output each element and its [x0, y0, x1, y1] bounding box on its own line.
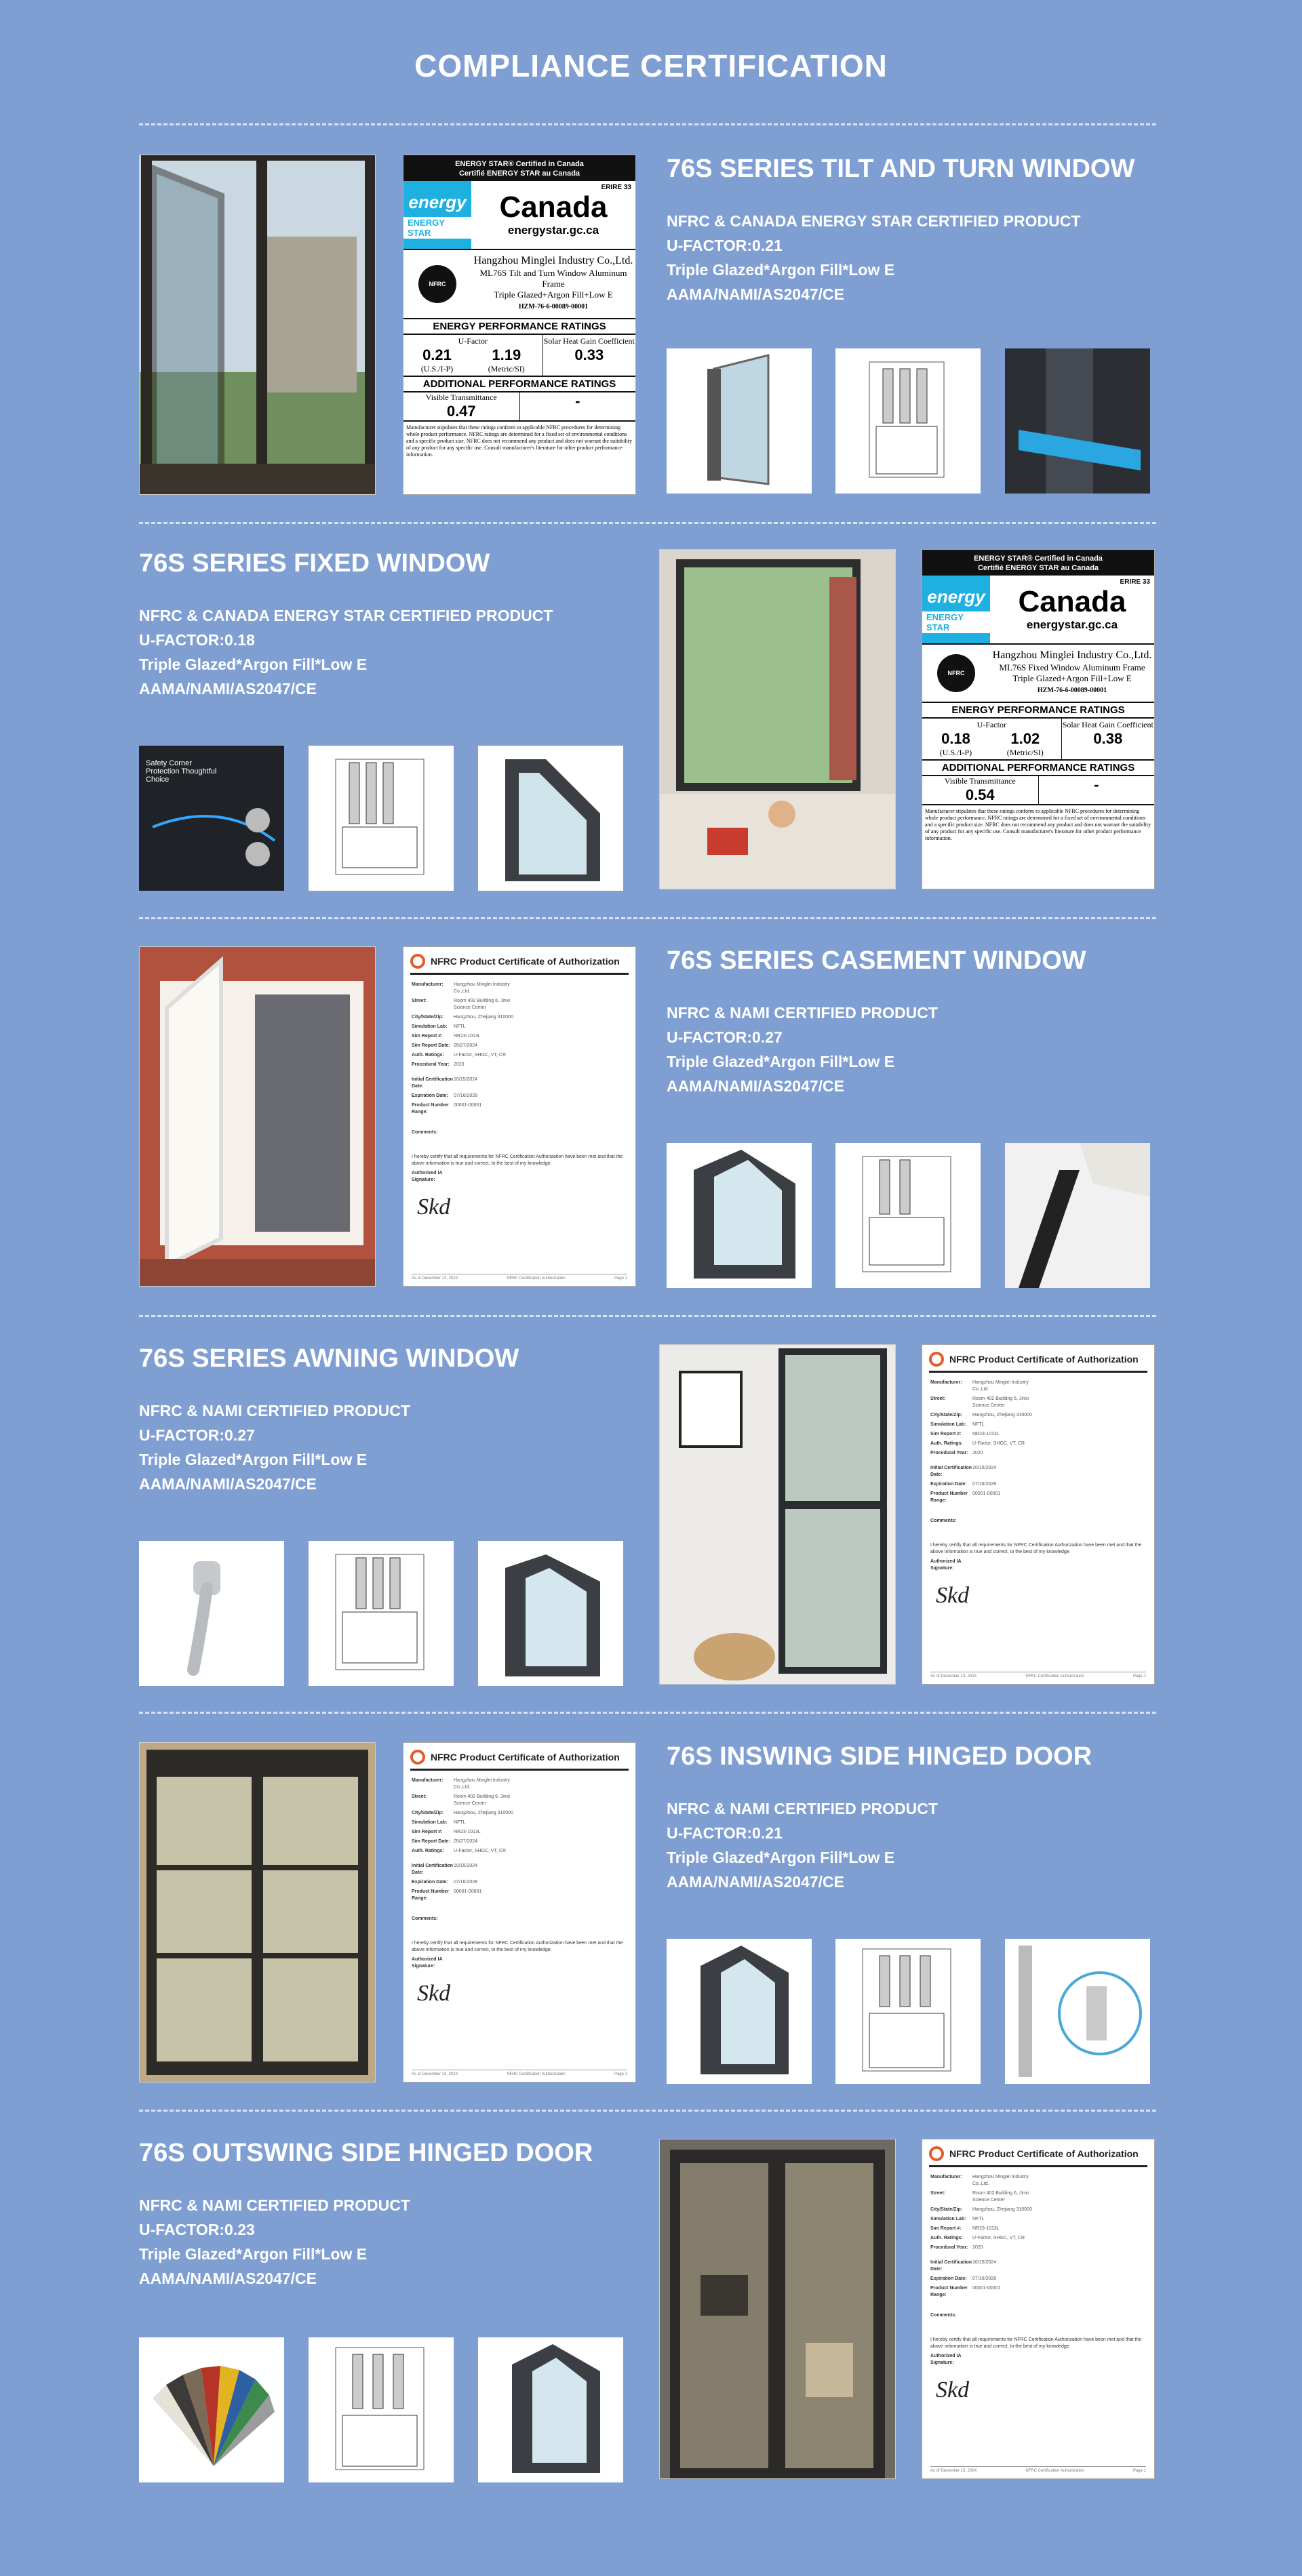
nfrc-logo-icon — [410, 1750, 425, 1765]
nfrc-footer-left: As of December 13, 2024 — [412, 2072, 458, 2076]
nfrc-field-value: Room 402 Building 6, Jinxi Science Center — [454, 1794, 510, 1806]
es-add-title: ADDITIONAL PERFORMANCE RATINGS — [403, 377, 635, 393]
color-swatch-fan-thumb — [139, 2337, 284, 2482]
lock-detail-thumb — [1005, 1939, 1150, 2084]
spec-certification: NFRC & NAMI CERTIFIED PRODUCT — [667, 1004, 938, 1022]
nfrc-field-value: NR23-1013L — [972, 2226, 1000, 2231]
nfrc-badge-icon: NFRC — [937, 654, 975, 692]
profile-drawing-thumb — [835, 1939, 981, 2084]
section-specs — [139, 603, 553, 701]
spec-u-factor: U-FACTOR:0.21 — [667, 237, 783, 254]
nfrc-title: NFRC Product Certificate of Authorization — [949, 1354, 1139, 1365]
nfrc-field-value: 00001-00001 — [972, 2286, 1001, 2291]
spec-certification: NFRC & NAMI CERTIFIED PRODUCT — [139, 2196, 410, 2214]
nfrc-badge-icon: NFRC — [418, 265, 456, 303]
nfrc-field-value: Hangzhou, Zhejiang 310000 — [972, 1413, 1032, 1417]
nfrc-certificate — [922, 2139, 1155, 2479]
nfrc-footer-right: Page 1 — [1132, 2469, 1146, 2473]
nfrc-field-value: 05/27/2024 — [454, 1043, 478, 1048]
nfrc-signature: Skd — [936, 1583, 970, 1608]
es-note: Manufacturer stipulates that these ratings conform to applicable NFRC procedures for determining whole product performance. NFRC ratings are determined for a fixed set of environmental conditions and a specific product size. NFRC does not recommend any product and does not warrant the suitability of any product for any specific use. Consult manufacturer's literature for other product performance information. — [925, 808, 1151, 841]
nfrc-footer-mid: NFRC Certification Authorization — [1025, 2469, 1084, 2473]
inswing-door-photo — [139, 1742, 376, 2082]
page-title: COMPLIANCE CERTIFICATION — [414, 48, 888, 83]
nfrc-logo-icon — [929, 2146, 944, 2161]
nfrc-field-label: Auth. Ratings: — [930, 2236, 963, 2240]
section-specs — [667, 1001, 938, 1098]
spec-standards: AAMA/NAMI/AS2047/CE — [139, 1475, 317, 1493]
nfrc-field-label: Street: — [930, 2191, 946, 2196]
section-awning-window — [0, 1344, 1302, 1724]
nfrc-comments: Comments: — [412, 1916, 438, 1921]
spec-u-factor: U-FACTOR:0.27 — [667, 1028, 783, 1046]
es-u-ip-unit: (U.S./I-P) — [939, 748, 972, 757]
es-perf-title: ENERGY PERFORMANCE RATINGS — [403, 319, 635, 335]
nfrc-field-label: Sim Report Date: — [412, 1839, 450, 1844]
handle-thumb — [139, 1541, 284, 1686]
nfrc-field-label: Initial Certification Date: — [930, 1466, 972, 1477]
es-u-ip-unit: (U.S./I-P) — [420, 364, 454, 374]
es-vt: 0.47 — [446, 403, 476, 420]
es-erire: ERIRE 33 — [601, 184, 631, 191]
spec-glazing: Triple Glazed*Argon Fill*Low E — [667, 1849, 895, 1866]
nfrc-field-value: 10/15/2024 — [972, 1466, 997, 1470]
nfrc-field-value: Room 402 Building 6, Jinxi Science Center — [972, 2191, 1029, 2202]
nfrc-certificate — [403, 1742, 636, 2082]
nfrc-field-label: Auth. Ratings: — [930, 1441, 963, 1446]
nfrc-field-value: 07/16/2028 — [454, 1880, 478, 1885]
es-logo-sub: ENERGY STAR — [922, 611, 990, 633]
nfrc-field-label: Simulation Lab: — [412, 1024, 448, 1029]
nfrc-certificate — [403, 946, 636, 1287]
nfrc-field-label: Simulation Lab: — [930, 2217, 966, 2221]
nfrc-field-label: Expiration Date: — [412, 1093, 448, 1098]
es-code: HZM-76-6-00089-00001 — [518, 303, 589, 310]
nfrc-footer-right: Page 1 — [614, 1276, 627, 1281]
nfrc-field-value: U-Factor, SHGC, VT, CR — [972, 1441, 1025, 1446]
nfrc-field-value: Hangzhou Minglei Industry Co.,Ltd. — [972, 1380, 1029, 1392]
es-logo-text: energy — [408, 191, 467, 212]
nfrc-field-label: Expiration Date: — [412, 1880, 448, 1885]
nfrc-field-value: Room 402 Building 6, Jinxi Science Center — [972, 1396, 1029, 1408]
nfrc-field-label: Expiration Date: — [930, 1482, 967, 1487]
nfrc-footer-left: As of December 13, 2024 — [412, 1276, 458, 1281]
nfrc-title: NFRC Product Certificate of Authorization — [431, 1752, 620, 1763]
es-product: ML76S Fixed Window Aluminum Frame — [999, 662, 1145, 672]
corner-protection-thumb — [139, 746, 284, 891]
profile-drawing-thumb — [835, 348, 981, 494]
nfrc-title: NFRC Product Certificate of Authorization — [431, 956, 620, 967]
es-glazing: Triple Glazed+Argon Fill+Low E — [1012, 673, 1132, 683]
spec-glazing: Triple Glazed*Argon Fill*Low E — [139, 2245, 368, 2263]
nfrc-field-value: Hangzhou, Zhejiang 310000 — [454, 1811, 513, 1815]
es-header-en: ENERGY STAR® Certified in Canada — [974, 555, 1103, 563]
hinge-detail-thumb — [1005, 1143, 1150, 1288]
nfrc-field-label: Street: — [412, 999, 427, 1003]
nfrc-field-label: Auth. Ratings: — [412, 1053, 444, 1058]
es-vt-label: Visible Transmittance — [425, 393, 497, 402]
nfrc-certificate — [922, 1344, 1155, 1685]
es-glazing: Triple Glazed+Argon Fill+Low E — [494, 289, 613, 300]
profile-drawing-thumb — [309, 2337, 454, 2482]
section-title: 76S SERIES AWNING WINDOW — [139, 1344, 519, 1373]
es-vt-dash: - — [1094, 776, 1099, 793]
nfrc-field-label: Sim Report Date: — [412, 1043, 450, 1048]
nfrc-field-label: Sim Report #: — [930, 1432, 962, 1436]
es-add-title: ADDITIONAL PERFORMANCE RATINGS — [922, 761, 1154, 776]
nfrc-field-value: Hangzhou, Zhejiang 310000 — [972, 2207, 1032, 2212]
nfrc-field-label: Initial Certification Date: — [412, 1077, 454, 1089]
es-logo-text: energy — [927, 586, 985, 607]
nfrc-field-value: NR23-1013L — [454, 1830, 481, 1834]
nfrc-field-label: Product Number Range: — [930, 1491, 968, 1503]
es-u-ip: 0.18 — [941, 730, 970, 747]
section-specs — [667, 209, 1080, 306]
es-site: energystar.gc.ca — [507, 224, 599, 237]
es-manufacturer: Hangzhou Minglei Industry Co.,Ltd. — [992, 649, 1152, 661]
nfrc-field-label: Sim Report #: — [930, 2226, 962, 2231]
spec-standards: AAMA/NAMI/AS2047/CE — [667, 285, 844, 303]
nfrc-footer-mid: NFRC Certification Authorization — [507, 1276, 566, 1281]
nfrc-field-label: City/State/Zip: — [412, 1811, 444, 1815]
nfrc-field-value: 07/16/2028 — [454, 1093, 478, 1098]
section-title: 76S SERIES FIXED WINDOW — [139, 549, 490, 578]
section-specs — [139, 2193, 410, 2291]
profile-drawing-thumb — [309, 746, 454, 891]
nfrc-field-value: 10/15/2024 — [454, 1864, 478, 1868]
spec-u-factor: U-FACTOR:0.23 — [139, 2221, 255, 2238]
spec-u-factor: U-FACTOR:0.27 — [139, 1426, 255, 1444]
spec-glazing: Triple Glazed*Argon Fill*Low E — [139, 1451, 368, 1468]
es-country: Canada — [1018, 585, 1126, 618]
section-fixed-window — [0, 549, 1302, 929]
nfrc-statement: I hereby certify that all requirements for NFRC Certification Authorization have been met and that the above information is true and correct, to the best of my knowledge. — [412, 1154, 623, 1166]
nfrc-comments: Comments: — [930, 2313, 957, 2318]
section-title: 76S SERIES CASEMENT WINDOW — [667, 946, 1086, 975]
nfrc-auth-label: Authorized IA Signature: — [412, 1171, 443, 1182]
corner-protection-caption: Safety Corner Protection Thoughtful Choice — [146, 759, 217, 784]
nfrc-field-label: Manufacturer: — [412, 982, 443, 987]
nfrc-field-value: Room 402 Building 6, Jinxi Science Center — [454, 999, 510, 1010]
nfrc-field-value: 00001-00001 — [454, 1889, 482, 1894]
es-note: Manufacturer stipulates that these ratings conform to applicable NFRC procedures for determining whole product performance. NFRC ratings are determined for a fixed set of environmental conditions and a specific product size. NFRC does not recommend any product and does not warrant the suitability of any product for any specific use. Consult manufacturer's literature for other product performance information. — [406, 424, 633, 458]
nfrc-statement: I hereby certify that all requirements for NFRC Certification Authorization have been met and that the above information is true and correct, to the best of my knowledge. — [412, 1941, 623, 1952]
nfrc-comments: Comments: — [412, 1130, 438, 1135]
profile-drawing-thumb — [835, 1143, 981, 1288]
es-shgc-label: Solar Heat Gain Coefficient — [1062, 720, 1153, 729]
nfrc-field-value: 07/16/2028 — [972, 2276, 997, 2281]
nfrc-field-label: City/State/Zip: — [930, 1413, 963, 1417]
nfrc-field-value: NR23-1013L — [972, 1432, 1000, 1436]
nfrc-signature: Skd — [417, 1194, 451, 1220]
es-country: Canada — [499, 190, 608, 224]
spec-certification: NFRC & CANADA ENERGY STAR CERTIFIED PRODUCT — [139, 607, 553, 624]
glass-corner-thumb — [667, 348, 812, 494]
nfrc-logo-icon — [410, 954, 425, 969]
spec-certification: NFRC & CANADA ENERGY STAR CERTIFIED PRODUCT — [667, 212, 1081, 230]
es-header-en: ENERGY STAR® Certified in Canada — [455, 160, 584, 168]
nfrc-field-label: Sim Report #: — [412, 1830, 443, 1834]
nfrc-auth-label: Authorized IA Signature: — [930, 1559, 962, 1571]
section-specs — [139, 1398, 410, 1496]
nfrc-field-value: 05/27/2024 — [454, 1839, 478, 1844]
frame-corner-thumb — [478, 2337, 623, 2482]
nfrc-footer-mid: NFRC Certification Authorization — [1025, 1674, 1084, 1678]
nfrc-signature: Skd — [417, 1981, 451, 2006]
nfrc-field-value: U-Factor, SHGC, VT, CR — [454, 1849, 507, 1853]
nfrc-auth-label: Authorized IA Signature: — [412, 1957, 443, 1969]
es-u-label: U-Factor — [458, 336, 488, 346]
nfrc-field-label: Street: — [930, 1396, 946, 1401]
nfrc-field-value: Hangzhou, Zhejiang 310000 — [454, 1015, 513, 1020]
energy-star-label — [403, 155, 636, 495]
nfrc-footer-mid: NFRC Certification Authorization — [507, 2072, 566, 2076]
section-divider — [139, 123, 1156, 125]
nfrc-field-label: Manufacturer: — [930, 1380, 962, 1385]
nfrc-field-value: NFTL — [972, 1422, 985, 1427]
nfrc-comments: Comments: — [930, 1518, 957, 1523]
nfrc-field-label: Product Number Range: — [412, 1103, 449, 1114]
es-shgc: 0.38 — [1093, 730, 1123, 747]
nfrc-field-label: Procedural Year: — [412, 1062, 450, 1067]
energy-star-logo-icon — [922, 576, 990, 643]
nfrc-field-label: Street: — [412, 1794, 427, 1799]
awning-window-photo — [659, 1344, 896, 1685]
nfrc-field-label: Auth. Ratings: — [412, 1849, 444, 1853]
nfrc-field-value: NFTL — [972, 2217, 985, 2221]
casement-window-photo — [139, 946, 376, 1287]
fixed-window-photo — [659, 549, 896, 889]
frame-cutaway-thumb — [1005, 348, 1150, 494]
es-vt-dash: - — [575, 393, 580, 409]
es-header-fr: Certifié ENERGY STAR au Canada — [977, 564, 1099, 572]
es-manufacturer: Hangzhou Minglei Industry Co.,Ltd. — [473, 255, 633, 266]
es-u-ip: 0.21 — [422, 346, 452, 363]
nfrc-field-label: Manufacturer: — [930, 2175, 962, 2179]
nfrc-field-value: 2020 — [454, 1062, 465, 1067]
nfrc-field-value: U-Factor, SHGC, VT, CR — [972, 2236, 1025, 2240]
nfrc-field-label: Simulation Lab: — [930, 1422, 966, 1427]
nfrc-field-label: Expiration Date: — [930, 2276, 967, 2281]
profile-drawing-thumb — [309, 1541, 454, 1686]
nfrc-field-label: Initial Certification Date: — [930, 2260, 972, 2272]
nfrc-logo-icon — [929, 1352, 944, 1367]
es-u-label: U-Factor — [976, 720, 1006, 729]
nfrc-field-value: 07/16/2028 — [972, 1482, 997, 1487]
nfrc-field-value: NFTL — [454, 1024, 466, 1029]
nfrc-field-label: City/State/Zip: — [930, 2207, 963, 2212]
energy-star-label — [922, 549, 1155, 889]
es-vt-label: Visible Transmittance — [944, 776, 1016, 786]
spec-glazing: Triple Glazed*Argon Fill*Low E — [139, 656, 368, 673]
es-logo-sub: ENERGY STAR — [403, 217, 471, 239]
es-shgc-label: Solar Heat Gain Coefficient — [543, 336, 635, 346]
outswing-door-photo — [659, 2139, 896, 2479]
nfrc-field-value: 00001-00001 — [454, 1103, 482, 1108]
es-perf-title: ENERGY PERFORMANCE RATINGS — [922, 703, 1154, 719]
nfrc-footer-right: Page 1 — [614, 2072, 627, 2076]
spec-glazing: Triple Glazed*Argon Fill*Low E — [667, 1053, 895, 1070]
es-code: HZM-76-6-00089-00001 — [1037, 687, 1107, 694]
spec-certification: NFRC & NAMI CERTIFIED PRODUCT — [667, 1800, 938, 1817]
spec-standards: AAMA/NAMI/AS2047/CE — [139, 2270, 317, 2287]
spec-standards: AAMA/NAMI/AS2047/CE — [667, 1077, 844, 1095]
nfrc-field-label: Initial Certification Date: — [412, 1864, 454, 1875]
es-header-fr: Certifié ENERGY STAR au Canada — [458, 169, 580, 178]
nfrc-footer-right: Page 1 — [1132, 1674, 1146, 1678]
nfrc-field-label: Manufacturer: — [412, 1778, 443, 1783]
es-product: ML76S Tilt and Turn Window Aluminum Frame — [479, 268, 627, 289]
nfrc-field-value: Hangzhou Minglei Industry Co.,Ltd. — [454, 982, 510, 994]
es-u-si-unit: (Metric/SI) — [488, 364, 525, 374]
section-title: 76S SERIES TILT AND TURN WINDOW — [667, 155, 1135, 183]
nfrc-field-value: 10/15/2024 — [972, 2260, 997, 2265]
section-specs — [667, 1796, 938, 1894]
spec-certification: NFRC & NAMI CERTIFIED PRODUCT — [139, 1402, 410, 1420]
tilt-turn-window-photo — [139, 155, 376, 495]
nfrc-field-label: City/State/Zip: — [412, 1015, 444, 1020]
nfrc-field-label: Procedural Year: — [930, 2245, 968, 2250]
es-u-si: 1.02 — [1010, 730, 1040, 747]
nfrc-field-value: 2020 — [972, 1451, 983, 1455]
spec-glazing: Triple Glazed*Argon Fill*Low E — [667, 261, 895, 279]
nfrc-field-value: 10/15/2024 — [454, 1077, 478, 1082]
nfrc-field-value: Hangzhou Minglei Industry Co.,Ltd. — [972, 2175, 1029, 2186]
nfrc-field-value: 2020 — [972, 2245, 983, 2250]
es-erire: ERIRE 33 — [1120, 578, 1150, 586]
frame-corner-thumb — [478, 746, 623, 891]
section-tilt-turn-window — [0, 155, 1302, 534]
es-site: energystar.gc.ca — [1026, 618, 1118, 631]
nfrc-auth-label: Authorized IA Signature: — [930, 2354, 962, 2365]
nfrc-field-label: Sim Report #: — [412, 1034, 443, 1039]
nfrc-footer-left: As of December 13, 2024 — [930, 1674, 977, 1678]
nfrc-statement: I hereby certify that all requirements for NFRC Certification Authorization have been met and that the above information is true and correct, to the best of my knowledge. — [930, 2337, 1142, 2349]
nfrc-field-label: Simulation Lab: — [412, 1820, 448, 1825]
nfrc-field-value: Hangzhou Minglei Industry Co.,Ltd. — [454, 1778, 510, 1790]
spec-u-factor: U-FACTOR:0.18 — [139, 631, 255, 649]
spec-u-factor: U-FACTOR:0.21 — [667, 1824, 783, 1842]
nfrc-field-label: Procedural Year: — [930, 1451, 968, 1455]
nfrc-signature: Skd — [936, 2377, 970, 2402]
nfrc-field-value: 00001-00001 — [972, 1491, 1001, 1496]
nfrc-statement: I hereby certify that all requirements for NFRC Certification Authorization have been met and that the above information is true and correct, to the best of my knowledge. — [930, 1543, 1142, 1554]
spec-standards: AAMA/NAMI/AS2047/CE — [139, 680, 317, 698]
nfrc-field-label: Product Number Range: — [930, 2286, 968, 2297]
es-shgc: 0.33 — [574, 346, 604, 363]
spec-standards: AAMA/NAMI/AS2047/CE — [667, 1873, 844, 1891]
nfrc-field-value: NFTL — [454, 1820, 466, 1825]
es-u-si-unit: (Metric/SI) — [1006, 748, 1044, 757]
nfrc-footer-left: As of December 13, 2024 — [930, 2469, 977, 2473]
energy-star-logo-icon — [403, 181, 471, 249]
nfrc-field-label: Product Number Range: — [412, 1889, 449, 1901]
section-casement-window — [0, 946, 1302, 1326]
nfrc-title: NFRC Product Certificate of Authorization — [949, 2148, 1139, 2159]
frame-corner-thumb — [667, 1143, 812, 1288]
section-title: 76S INSWING SIDE HINGED DOOR — [667, 1742, 1092, 1771]
section-outswing-door — [0, 2139, 1302, 2518]
es-u-si: 1.19 — [492, 346, 521, 363]
es-vt: 0.54 — [965, 786, 995, 803]
section-inswing-door — [0, 1742, 1302, 2122]
nfrc-field-value: U-Factor, SHGC, VT, CR — [454, 1053, 507, 1058]
nfrc-field-value: NR23-1013L — [454, 1034, 481, 1039]
frame-corner-thumb — [478, 1541, 623, 1686]
section-title: 76S OUTSWING SIDE HINGED DOOR — [139, 2139, 593, 2167]
frame-corner-thumb — [667, 1939, 812, 2084]
